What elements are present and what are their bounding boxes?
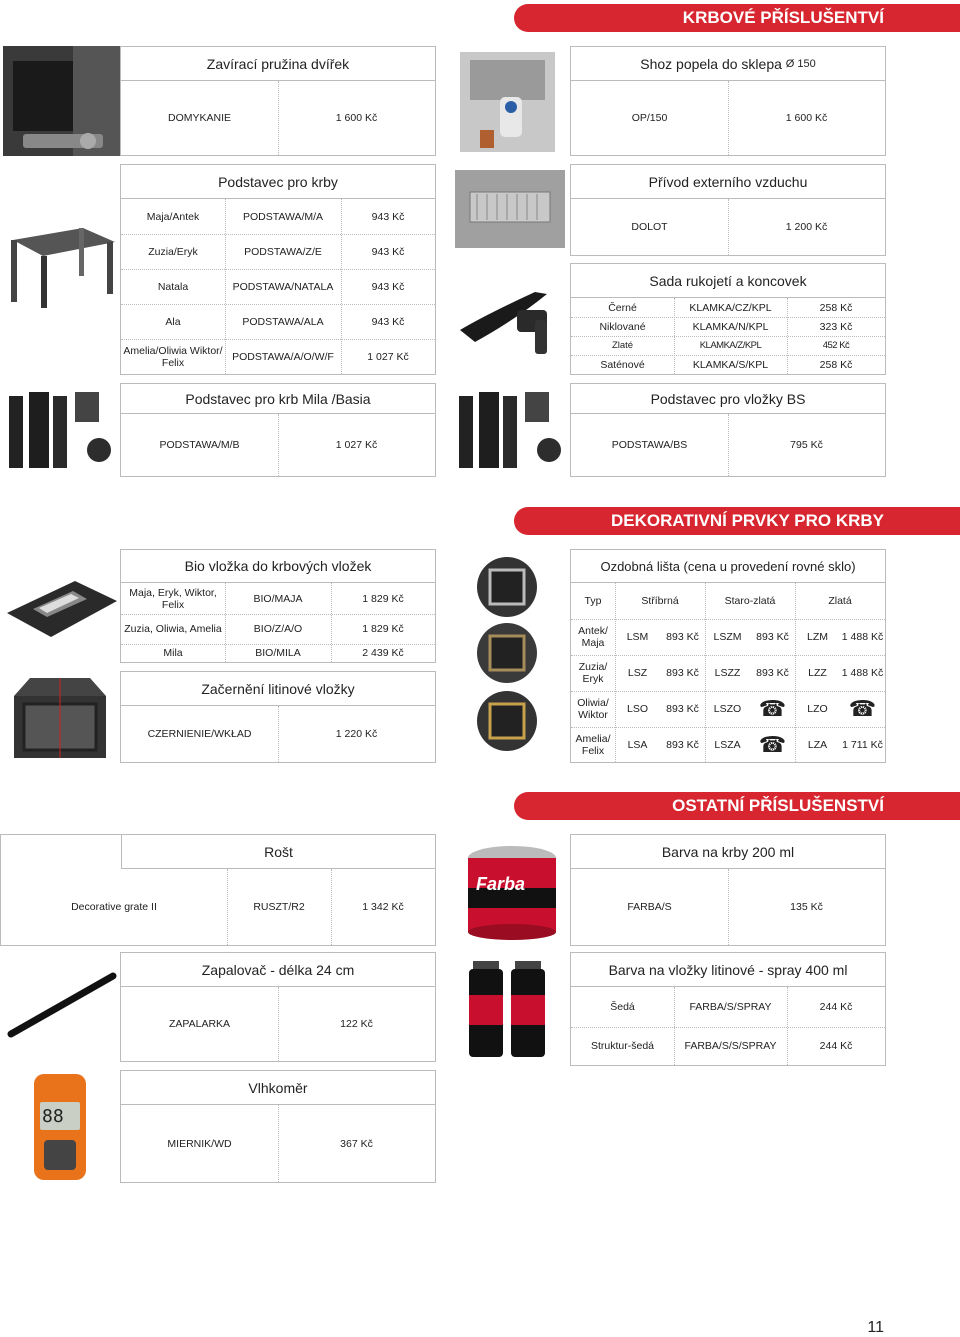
phone-icon: ☎ xyxy=(758,731,787,757)
trim-price: 893 Kč xyxy=(666,703,699,715)
handle-photo xyxy=(455,280,565,360)
paint-title: Barva na krby 200 ml xyxy=(571,835,885,869)
air-title: Přívod externího vzduchu xyxy=(571,165,885,199)
air-price: 1 200 Kč xyxy=(785,221,828,233)
stand-photo xyxy=(3,210,120,310)
cast-insert-photo xyxy=(10,676,110,760)
bio-table xyxy=(120,549,436,663)
bio-row-price: 1 829 Kč xyxy=(362,623,404,635)
stand-row-model: Amelia/Oliwia Wiktor/ Felix xyxy=(123,344,223,369)
handles-table xyxy=(570,263,886,375)
stand-row-code: PODSTAWA/Z/E xyxy=(244,245,322,258)
mila-title: Podstavec pro krb Mila /Basia xyxy=(121,384,435,414)
trim-header: Typ xyxy=(584,595,602,607)
bio-row-price: 1 829 Kč xyxy=(362,592,404,605)
trim-price: 893 Kč xyxy=(666,738,699,751)
stand-row-price: 943 Kč xyxy=(371,245,405,258)
grate-price: 1 342 Kč xyxy=(362,901,404,913)
stand-title: Podstavec pro krby xyxy=(121,165,435,199)
bs-table xyxy=(570,383,886,477)
bio-row-model: Mila xyxy=(163,647,183,659)
trim-price: 893 Kč xyxy=(756,667,789,679)
spray-code: FARBA/S/SPRAY xyxy=(689,1001,772,1013)
bio-row-model: Maja, Eryk, Wiktor, Felix xyxy=(129,586,217,611)
grate-table xyxy=(0,834,436,946)
ash-size: Ø 150 xyxy=(785,57,816,70)
spring-photo xyxy=(3,46,120,156)
trim-code: LSO xyxy=(626,703,648,715)
bs-code: PODSTAWA/BS xyxy=(611,439,688,451)
ash-table xyxy=(570,46,886,156)
black-table xyxy=(120,671,436,763)
trim-code: LZO xyxy=(807,703,828,715)
trim-code: LSA xyxy=(627,738,648,751)
spray-code: FARBA/S/S/SPRAY xyxy=(684,1040,777,1052)
bio-row-code: BIO/Z/A/O xyxy=(253,623,303,635)
trim-header: Stříbrná xyxy=(641,595,679,607)
handle-finish: Zlaté xyxy=(611,339,634,351)
bio-insert-photo xyxy=(3,573,120,645)
handle-code: KLAMKA/CZ/KPL xyxy=(689,301,772,314)
paint-can-label: Farba xyxy=(476,874,526,894)
section-banner-other: OSTATNÍ PŘÍSLUŠENSTVÍ xyxy=(514,792,960,820)
trim-code: LSZM xyxy=(713,631,742,643)
stand-row-price: 943 Kč xyxy=(371,315,405,328)
hygro-table xyxy=(120,1070,436,1183)
handle-finish: Saténové xyxy=(600,358,645,371)
trim-photo-3 xyxy=(476,690,538,752)
stand-row-code: PODSTAWA/A/O/W/F xyxy=(232,350,334,363)
trim-photo-1 xyxy=(476,556,538,618)
handle-code: KLAMKA/N/KPL xyxy=(692,320,769,333)
grate-code: RUSZT/R2 xyxy=(253,901,305,913)
trim-code: LSM xyxy=(626,631,649,643)
hygro-price: 367 Kč xyxy=(340,1137,373,1150)
stand-row-code: PODSTAWA/NATALA xyxy=(232,280,334,293)
mila-stand-photo xyxy=(3,388,120,470)
bs-title: Podstavec pro vložky BS xyxy=(571,384,885,414)
bio-row-code: BIO/MAJA xyxy=(253,592,303,605)
bio-row-price: 2 439 Kč xyxy=(362,647,404,659)
lighter-price: 122 Kč xyxy=(340,1018,373,1030)
stand-row-model: Ala xyxy=(165,315,181,328)
paint-table xyxy=(570,834,886,946)
ash-title-text: Shoz popela do sklepa xyxy=(640,55,782,72)
paint-code: FARBA/S xyxy=(627,901,672,913)
trim-type: Antek/ Maja xyxy=(578,625,608,649)
ash-chute-photo xyxy=(460,52,555,152)
trim-code: LSZO xyxy=(713,703,742,715)
stand-row-code: PODSTAWA/ALA xyxy=(242,315,324,328)
black-price: 1 220 Kč xyxy=(335,728,378,740)
trim-code: LSZ xyxy=(627,667,648,679)
stand-row-price: 943 Kč xyxy=(371,280,405,293)
air-inlet-photo xyxy=(455,170,565,248)
hygrometer-photo xyxy=(30,1072,90,1182)
handles-title: Sada rukojetí a koncovek xyxy=(571,264,885,298)
trim-code: LZM xyxy=(807,631,828,643)
grate-name: Decorative grate II xyxy=(71,901,157,913)
hygro-code: MIERNIK/WD xyxy=(167,1137,232,1150)
trim-title: Ozdobná lišta (cena u provedení rovné sklo) xyxy=(571,550,885,583)
handle-code: KLAMKA/Z/KPL xyxy=(699,339,762,351)
lighter-title: Zapalovač - délka 24 cm xyxy=(121,953,435,987)
air-table xyxy=(570,164,886,256)
spring-price: 1 600 Kč xyxy=(335,112,378,124)
handle-code: KLAMKA/S/KPL xyxy=(692,358,769,371)
spray-color: Struktur-šedá xyxy=(590,1040,655,1052)
spray-color: Šedá xyxy=(610,1001,635,1013)
bio-title: Bio vložka do krbových vložek xyxy=(121,550,435,583)
section-banner-decor: DEKORATIVNÍ PRVKY PRO KRBY xyxy=(514,507,960,535)
spring-code: DOMYKANIE xyxy=(167,112,231,124)
spring-title: Zavírací pružina dvířek xyxy=(121,47,435,81)
bio-row-code: BIO/MILA xyxy=(255,647,301,659)
trim-price: 893 Kč xyxy=(666,667,699,679)
trim-type: Oliwia/ Wiktor xyxy=(577,697,609,721)
trim-code: LSZZ xyxy=(714,667,741,679)
air-code: DOLOT xyxy=(631,221,668,233)
stand-row-model: Maja/Antek xyxy=(146,210,200,223)
trim-table xyxy=(570,549,886,763)
handle-finish: Niklované xyxy=(599,320,646,333)
handle-price: 258 Kč xyxy=(819,301,853,314)
lighter-code: ZAPALARKA xyxy=(168,1018,231,1030)
trim-type: Zuzia/ Eryk xyxy=(578,661,608,685)
paint-price: 135 Kč xyxy=(790,901,823,913)
mila-price: 1 027 Kč xyxy=(335,439,378,451)
grate-title: Rošt xyxy=(121,835,435,869)
trim-code: LZA xyxy=(807,738,828,751)
trim-header: Zlatá xyxy=(828,595,852,607)
bs-stand-photo xyxy=(453,388,570,470)
ash-price: 1 600 Kč xyxy=(785,112,828,124)
spring-table xyxy=(120,46,436,156)
black-code: CZERNIENIE/WKŁAD xyxy=(147,728,252,740)
black-title: Začernění litinové vložky xyxy=(121,672,435,706)
hygro-title: Vlhkoměr xyxy=(121,1071,435,1105)
ash-code: OP/150 xyxy=(631,112,668,124)
stand-row-price: 943 Kč xyxy=(371,210,405,223)
spray-price: 244 Kč xyxy=(819,1001,853,1013)
lighter-table xyxy=(120,952,436,1062)
stand-row-model: Natala xyxy=(157,280,189,293)
spray-table xyxy=(570,952,886,1066)
trim-price: 1 488 Kč xyxy=(841,631,884,643)
stand-row-code: PODSTAWA/M/A xyxy=(242,210,324,223)
paint-can-photo xyxy=(462,840,562,940)
hygrometer-display: 88 xyxy=(42,1106,64,1127)
mila-code: PODSTAWA/M/B xyxy=(159,439,240,451)
trim-price: 1 711 Kč xyxy=(842,738,883,751)
stand-table xyxy=(120,164,436,375)
bs-price: 795 Kč xyxy=(790,439,823,451)
handle-finish: Černé xyxy=(608,301,637,314)
phone-icon: ☎ xyxy=(758,696,787,721)
stand-row-model: Zuzia/Eryk xyxy=(148,245,198,258)
section-banner-accessories: KRBOVÉ PŘÍSLUŠENTVÍ xyxy=(514,4,960,32)
handle-price: 323 Kč xyxy=(819,320,853,333)
trim-photo-2 xyxy=(476,622,538,684)
page-number: 11 xyxy=(867,1319,884,1336)
trim-price: 1 488 Kč xyxy=(841,667,884,679)
trim-price: 893 Kč xyxy=(666,631,699,643)
handle-price: 258 Kč xyxy=(819,358,853,371)
spray-title: Barva na vložky litinové - spray 400 ml xyxy=(571,953,885,987)
trim-price: 893 Kč xyxy=(756,631,789,643)
trim-code: LSZA xyxy=(714,738,741,751)
spray-price: 244 Kč xyxy=(819,1040,853,1052)
mila-table xyxy=(120,383,436,477)
stand-row-price: 1 027 Kč xyxy=(367,350,409,363)
phone-icon: ☎ xyxy=(848,696,877,721)
spray-cans-photo xyxy=(465,955,565,1060)
trim-header: Staro-zlatá xyxy=(724,595,776,607)
bio-row-model: Zuzia, Oliwia, Amelia xyxy=(124,623,222,635)
trim-code: LZZ xyxy=(808,667,827,679)
lighter-photo xyxy=(3,970,120,1040)
handle-price: 452 Kč xyxy=(822,339,850,351)
trim-type: Amelia/ Felix xyxy=(575,732,611,757)
ash-title xyxy=(571,47,885,81)
